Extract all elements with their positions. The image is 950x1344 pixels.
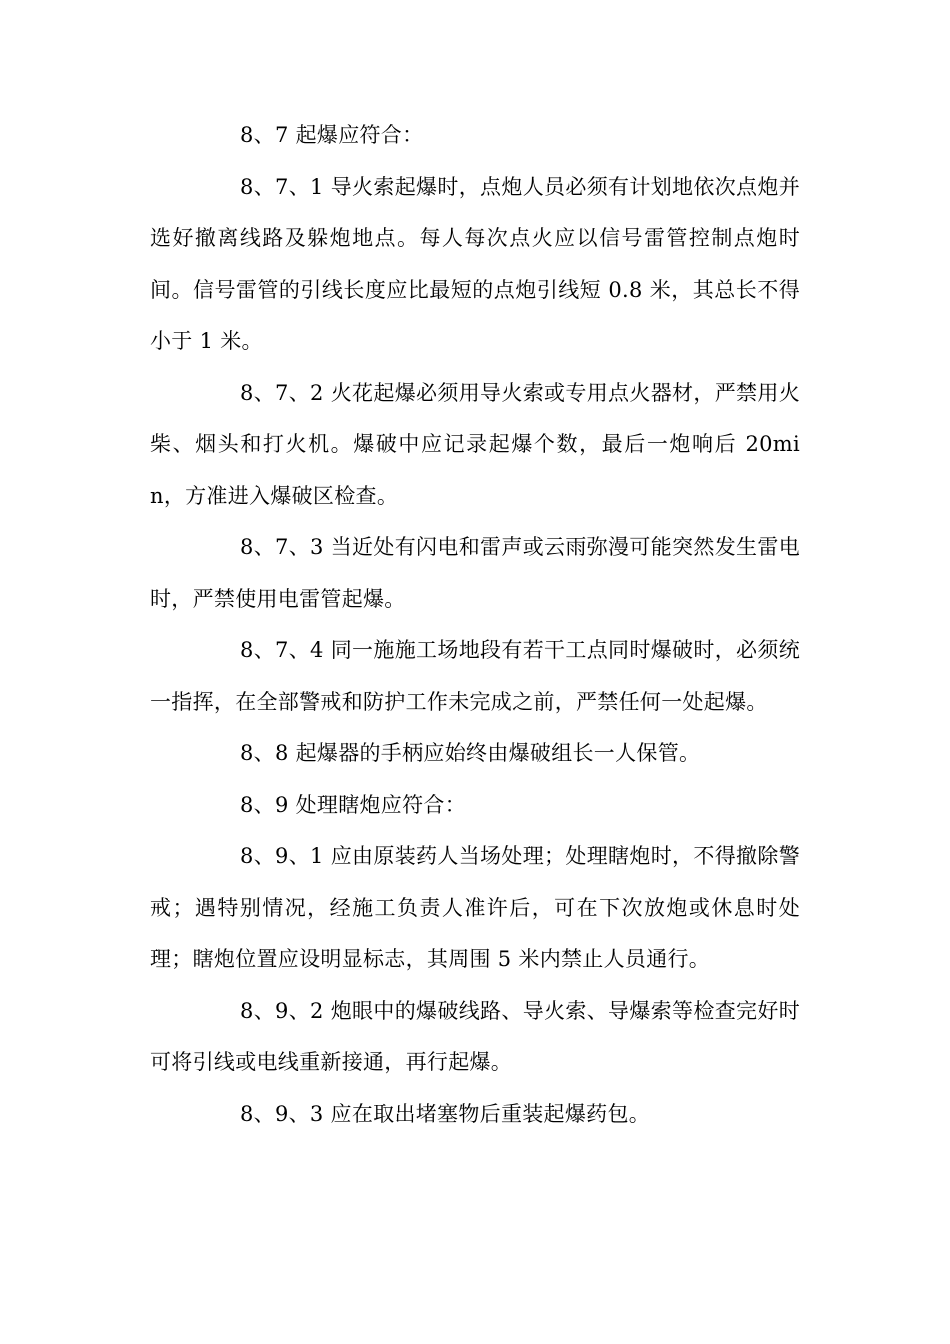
paragraph-8-9: 8、9 处理瞎炮应符合： bbox=[240, 792, 466, 817]
paragraph-8-7-2: 8、7、2 火花起爆必须用导火索或专用点火器材，严禁用火柴、烟头和打火机。爆破中应记录起爆个数，最后一炮响后 20min，方准进入爆破区检查。 bbox=[150, 380, 800, 508]
document-body bbox=[150, 110, 800, 1140]
paragraph-8-7-4: 8、7、4 同一施施工场地段有若干工点同时爆破时，必须统一指挥，在全部警戒和防护工作未完成之前，严禁任何一处起爆。 bbox=[150, 638, 800, 714]
paragraph-8-8: 8、8 起爆器的手柄应始终由爆破组长一人保管。 bbox=[240, 741, 701, 765]
paragraph-8-7-1: 8、7、1 导火索起爆时，点炮人员必须有计划地依次点炮并选好撤离线路及躲炮地点。每人每次点火应以信号雷管控制点炮时间。信号雷管的引线长度应比最短的点炮引线短 0.8 米，其总长不得小于 1 米。 bbox=[150, 174, 800, 353]
paragraph-8-9-3: 8、9、3 应在取出堵塞物后重装起爆药包。 bbox=[240, 1101, 651, 1126]
paragraph-8-9-2: 8、9、2 炮眼中的爆破线路、导火索、导爆索等检查完好时可将引线或电线重新接通，再行起爆。 bbox=[150, 998, 800, 1074]
paragraph-8-7-3: 8、7、3 当近处有闪电和雷声或云雨弥漫可能突然发生雷电时，严禁使用电雷管起爆。 bbox=[150, 535, 800, 611]
paragraph-8-7: 8、7 起爆应符合： bbox=[240, 123, 424, 147]
paragraph-8-9-1: 8、9、1 应由原装药人当场处理；处理瞎炮时，不得撤除警戒；遇特别情况，经施工负责人准许后，可在下次放炮或休息时处理；瞎炮位置应设明显标志，其周围 5 米内禁止人员通行。 bbox=[150, 844, 800, 971]
